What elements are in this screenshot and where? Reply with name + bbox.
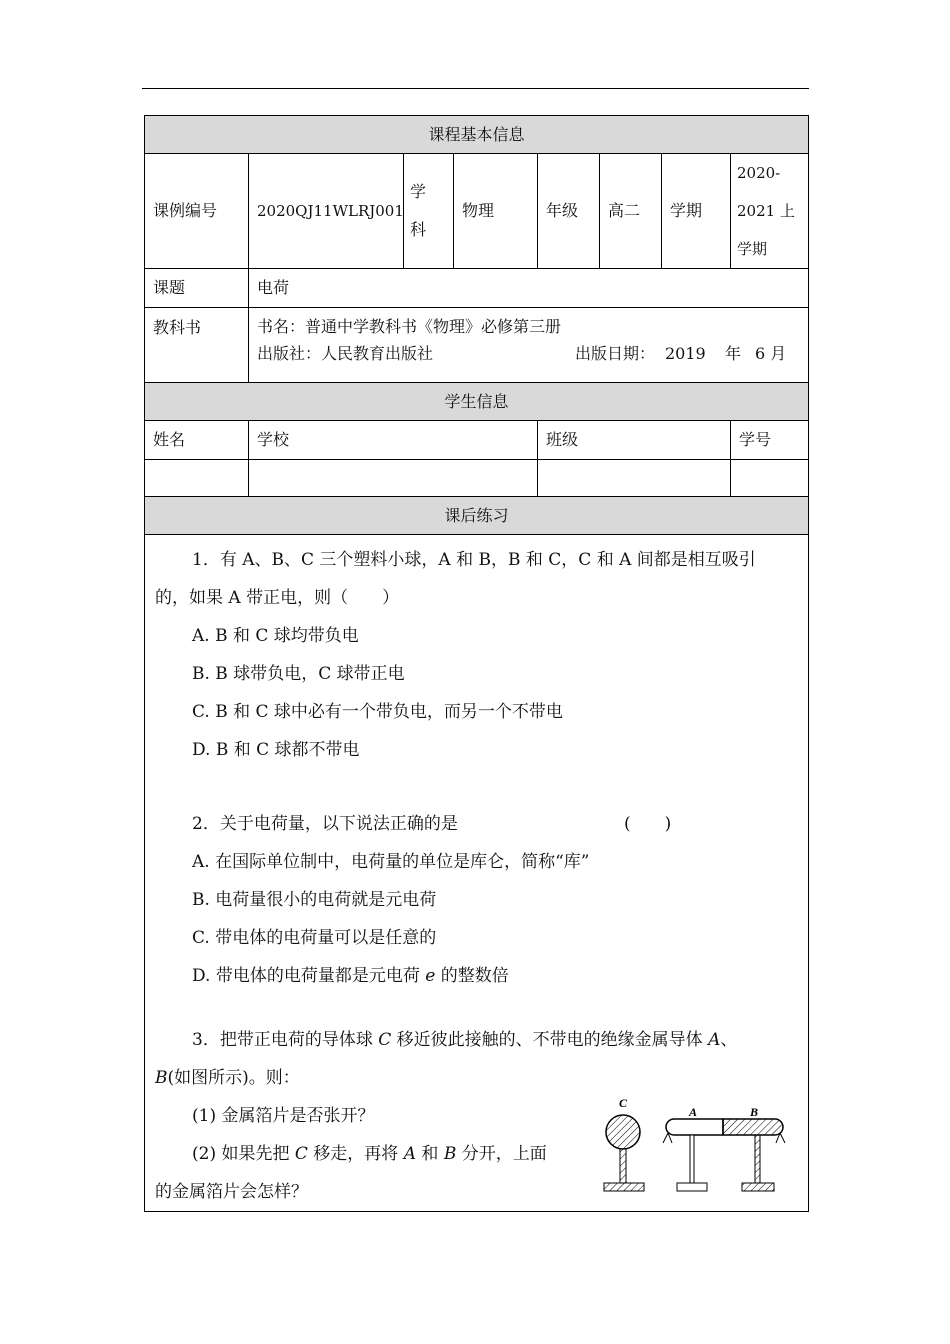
q3-l1-mid: 移近彼此接触的、不带电的绝缘金属导体	[391, 1030, 709, 1050]
student-info-heading: 学生信息	[145, 383, 809, 421]
q3-l1-pre: 3．把带正电荷的导体球	[192, 1030, 379, 1050]
subject-value: 物理	[454, 154, 538, 269]
course-id-label: 课例编号	[145, 154, 249, 269]
school-field[interactable]	[249, 460, 538, 497]
exercise-body	[145, 535, 809, 1212]
conductor-b	[723, 1119, 783, 1135]
stand-b	[755, 1135, 760, 1183]
number-field[interactable]	[731, 460, 809, 497]
conductor-a	[666, 1119, 723, 1135]
q3-l1-post: 、	[720, 1030, 738, 1050]
label-c: C	[619, 1097, 628, 1110]
course-info-heading: 课程基本信息	[145, 116, 809, 154]
q1-line1: 1．有 A、B、C 三个塑料小球，A 和 B，B 和 C，C 和 A 间都是相互吸引	[192, 550, 756, 570]
q2-d-pre: D. 带电体的电荷量都是元电荷	[192, 966, 426, 986]
q3-l2-post: (如图所示)。则：	[167, 1068, 300, 1088]
q3-var-b: B	[155, 1068, 168, 1088]
exercise-heading: 课后练习	[145, 497, 809, 535]
q2-option-a: A. 在国际单位制中，电荷量的单位是库仑，简称“库”	[192, 852, 590, 872]
base-c	[604, 1183, 644, 1191]
term-value-1: 2020-	[737, 164, 781, 182]
name-field[interactable]	[145, 460, 249, 497]
textbook-label: 教科书	[145, 308, 249, 383]
subject-label	[404, 154, 454, 269]
term-value-2: 2021 上	[737, 202, 795, 220]
term-value-3: 学期	[737, 240, 768, 258]
q1-option-a: A. B 和 C 球均带负电	[192, 626, 359, 646]
q3-s2-pre: (2) 如果先把	[192, 1144, 295, 1164]
lesson-info-table	[144, 115, 809, 1212]
term-label: 学期	[662, 154, 731, 269]
year-char: 年	[725, 344, 742, 363]
q2-option-c: C. 带电体的电荷量可以是任意的	[192, 928, 437, 948]
q3-line1	[145, 1021, 808, 1059]
sphere-c	[606, 1115, 640, 1149]
q3-s2-post: 分开，上面	[456, 1144, 547, 1164]
class-field[interactable]	[538, 460, 731, 497]
term-value	[731, 154, 809, 269]
name-label: 姓名	[145, 421, 249, 460]
q2-bracket: ( )	[624, 814, 672, 834]
topic-label: 课题	[145, 269, 249, 308]
grade-value: 高二	[600, 154, 662, 269]
pub-month: 6 月	[755, 344, 787, 363]
conductor-figure	[597, 1097, 797, 1197]
q2-d-post: 的整数倍	[435, 966, 509, 986]
question-2	[145, 805, 808, 995]
label-b: B	[750, 1105, 759, 1119]
subject-label-2: 科	[410, 220, 427, 239]
q2-option-b: B. 电荷量很小的电荷就是元电荷	[192, 890, 437, 910]
q2-stem-row	[145, 805, 808, 843]
q3-var-c: C	[378, 1030, 392, 1050]
header-rule	[142, 88, 809, 89]
label-a: A	[689, 1105, 698, 1119]
q3-s2-mid1: 移走，再将	[307, 1144, 404, 1164]
q1-line2: 的，如果 A 带正电，则（ ）	[155, 588, 400, 608]
q1-option-d: D. B 和 C 球都不带电	[192, 740, 360, 760]
q3-sub2-line2: 的金属箔片会怎样？	[155, 1182, 308, 1202]
q3-var-a: A	[708, 1030, 721, 1050]
base-b	[742, 1183, 774, 1191]
q1-option-c: C. B 和 C 球中必有一个带负电，而另一个不带电	[192, 702, 563, 722]
q3-s2-mid2: 和	[416, 1144, 444, 1164]
q1-option-b: B. B 球带负电，C 球带正电	[192, 664, 405, 684]
stand-c	[620, 1149, 626, 1183]
q3-line2	[145, 1059, 808, 1097]
q3-s2-b: B	[443, 1144, 457, 1164]
q3-s2-c: C	[294, 1144, 308, 1164]
book-name: 书名：普通中学教科书《物理》必修第三册	[257, 317, 562, 336]
topic-value: 电荷	[249, 269, 809, 308]
textbook-info	[249, 308, 809, 383]
q3-sub1: (1) 金属箔片是否张开？	[192, 1106, 375, 1126]
question-1	[145, 541, 808, 769]
subject-label-1: 学	[410, 182, 427, 201]
publisher-row	[257, 338, 800, 370]
pub-date-label: 出版日期：	[575, 344, 656, 363]
pub-year: 2019	[665, 344, 706, 363]
course-id-value: 2020QJ11WLRJ001	[249, 154, 404, 269]
q2-option-d	[145, 957, 808, 995]
base-a	[677, 1183, 707, 1191]
q2-stem: 2．关于电荷量，以下说法正确的是	[192, 814, 458, 834]
publisher: 出版社：人民教育出版社	[257, 344, 434, 363]
q3-s2-a: A	[403, 1144, 416, 1164]
grade-label: 年级	[538, 154, 600, 269]
class-label: 班级	[538, 421, 731, 460]
q2-d-var: e	[425, 966, 436, 986]
school-label: 学校	[249, 421, 538, 460]
number-label: 学号	[731, 421, 809, 460]
stand-a	[690, 1135, 694, 1183]
